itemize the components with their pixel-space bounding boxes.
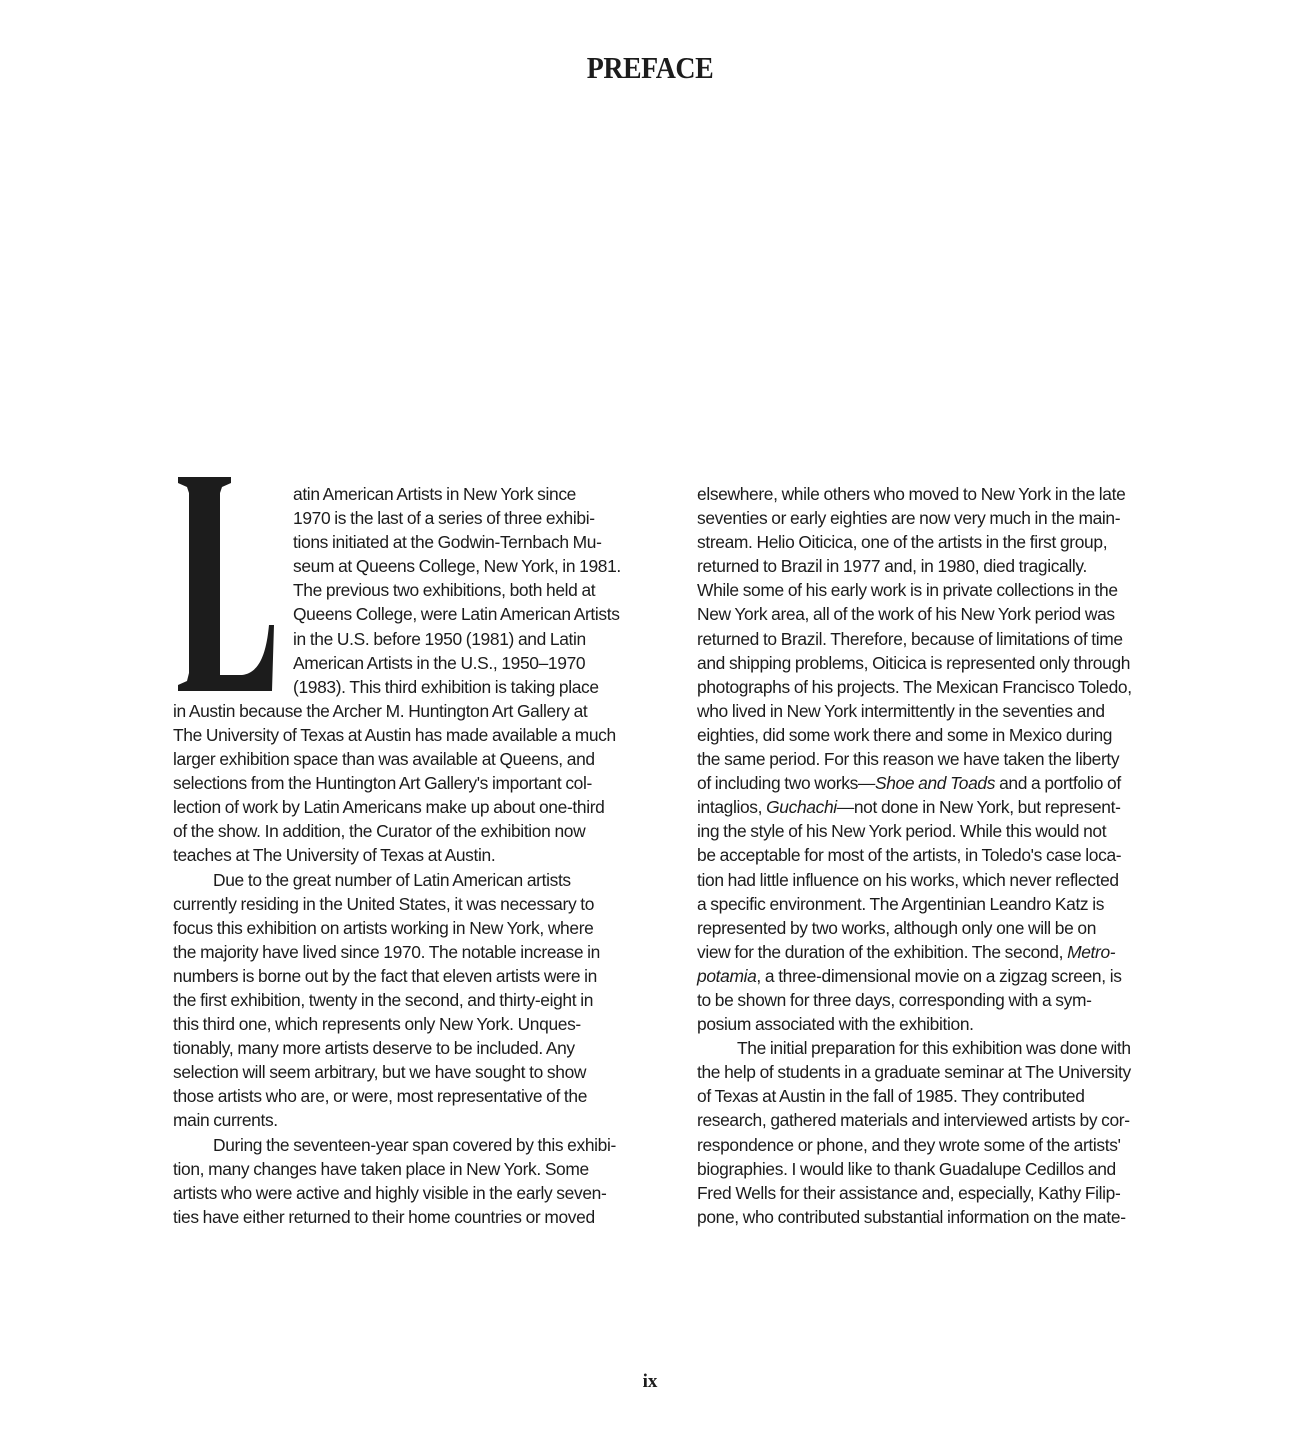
text-run: view for the duration of the exhibition. The second,: [697, 941, 1068, 962]
text-line: pone, who contributed substantial information on the mate-: [697, 1206, 1126, 1227]
text-line: the same period. For this reason we have taken the liberty: [697, 749, 1120, 770]
text-line: Due to the great number of Latin American artists: [213, 869, 571, 890]
text-line: research, gathered materials and interviewed artists by cor-: [697, 1110, 1130, 1131]
text-line: selection will seem arbitrary, but we have sought to show: [173, 1062, 587, 1083]
paragraph-selection: [173, 868, 651, 1133]
text-line: lection of work by Latin Americans make up about one-third: [173, 797, 605, 818]
text-line: [697, 795, 1173, 819]
text-line: Fred Wells for their assistance and, especially, Kathy Filip-: [697, 1182, 1121, 1203]
text-line: biographies. I would like to thank Guadalupe Cedillos and: [697, 1158, 1116, 1179]
text-line: artists who were active and highly visible in the early seven-: [173, 1182, 607, 1203]
text-line: and shipping problems, Oiticica is represented only through: [697, 652, 1131, 673]
text-line: focus this exhibition on artists working in New York, where: [173, 917, 594, 938]
text-line: posium associated with the exhibition.: [697, 1014, 974, 1035]
text-line: main currents.: [173, 1110, 278, 1131]
text-run: —not done in New York, but represent-: [836, 797, 1121, 818]
text-line: tion had little influence on his works, which never reflected: [697, 869, 1119, 890]
artwork-title: Metro-: [1067, 941, 1116, 962]
artwork-title: potamia: [697, 965, 757, 986]
text-line: eighties, did some work there and some in Mexico during: [697, 724, 1113, 745]
text-line: in the U.S. before 1950 (1981) and Latin: [293, 628, 586, 649]
text-line: [697, 771, 1173, 795]
left-column: [173, 482, 651, 1229]
text-line: returned to Brazil in 1977 and, in 1980, died tragically.: [697, 556, 1087, 577]
paragraph-intro: [173, 482, 651, 868]
text-run: , a three-dimensional movie on a zigzag screen, is: [756, 965, 1122, 986]
text-run: intaglios,: [697, 797, 767, 818]
text-line: be acceptable for most of the artists, in Toledo's case loca-: [697, 845, 1122, 866]
text-line: selections from the Huntington Art Gallery's important col-: [173, 773, 592, 794]
text-line: a specific environment. The Argentinian Leandro Katz is: [697, 893, 1105, 914]
paragraph-changes: [173, 1133, 651, 1229]
text-line: The initial preparation for this exhibition was done with: [737, 1038, 1131, 1059]
text-line: (1983). This third exhibition is taking place: [293, 676, 599, 697]
text-line: of the show. In addition, the Curator of the exhibition now: [173, 821, 586, 842]
text-line: photographs of his projects. The Mexican Francisco Toledo,: [697, 676, 1132, 697]
text-line: tionably, many more artists deserve to be included. Any: [173, 1038, 575, 1059]
text-line: of Texas at Austin in the fall of 1985. They contributed: [697, 1086, 1085, 1107]
artwork-title: Shoe and Toads: [874, 773, 996, 794]
text-line: elsewhere, while others who moved to New York in the late: [697, 484, 1126, 504]
text-line: tion, many changes have taken place in New York. Some: [173, 1158, 589, 1179]
text-line: respondence or phone, and they wrote some of the artists': [697, 1134, 1121, 1155]
text-line: While some of his early work is in private collections in the: [697, 580, 1118, 601]
text-line: During the seventeen-year span covered by this exhibi-: [213, 1134, 616, 1155]
text-line: ties have either returned to their home countries or moved: [173, 1206, 595, 1227]
text-line: ing the style of his New York period. While this would not: [697, 821, 1107, 842]
text-line: [697, 964, 1173, 988]
text-run: of including two works—: [697, 773, 875, 794]
paragraph-continuation: [697, 482, 1173, 1036]
text-line: this third one, which represents only New York. Unques-: [173, 1014, 581, 1035]
page-number: ix: [642, 1371, 658, 1392]
text-line: atin American Artists in New York since: [293, 484, 576, 504]
text-line: American Artists in the U.S., 1950–1970: [293, 652, 586, 673]
text-line: The previous two exhibitions, both held at: [293, 580, 596, 601]
text-line: larger exhibition space than was available at Queens, and: [173, 749, 595, 770]
right-column: [697, 482, 1173, 1229]
text-line: 1970 is the last of a series of three exhibi-: [293, 508, 595, 529]
text-line: the first exhibition, twenty in the second, and thirty-eight in: [173, 989, 594, 1010]
text-line: represented by two works, although only one will be on: [697, 917, 1097, 938]
artwork-title: Guchachi: [766, 797, 837, 818]
text-line: to be shown for three days, corresponding with a sym-: [697, 989, 1092, 1010]
text-line: returned to Brazil. Therefore, because of limitations of time: [697, 628, 1123, 649]
text-line: New York area, all of the work of his New York period was: [697, 604, 1115, 625]
text-line: currently residing in the United States, it was necessary to: [173, 893, 595, 914]
text-run: and a portfolio of: [995, 773, 1121, 794]
text-line: numbers is borne out by the fact that eleven artists were in: [173, 965, 597, 986]
text-line: seventies or early eighties are now very much in the main-: [697, 508, 1121, 529]
text-line: [697, 940, 1173, 964]
text-line: the majority have lived since 1970. The notable increase in: [173, 941, 600, 962]
text-line: who lived in New York intermittently in the seventies and: [697, 700, 1105, 721]
text-line: teaches at The University of Texas at Austin.: [173, 845, 496, 866]
text-line: Queens College, were Latin American Artists: [293, 604, 620, 625]
text-line: The University of Texas at Austin has made available a much: [173, 724, 616, 745]
text-line: in Austin because the Archer M. Huntington Art Gallery at: [173, 700, 588, 721]
text-line: tions initiated at the Godwin-Ternbach Mu-: [293, 532, 602, 553]
text-line: seum at Queens College, New York, in 1981.: [293, 556, 621, 577]
text-line: the help of students in a graduate seminar at The University: [697, 1062, 1131, 1083]
paragraph-acknowledgements: [697, 1036, 1173, 1229]
page-title: PREFACE: [586, 50, 714, 85]
text-line: stream. Helio Oiticica, one of the artists in the first group,: [697, 532, 1108, 553]
text-line: those artists who are, or were, most representative of the: [173, 1086, 588, 1107]
